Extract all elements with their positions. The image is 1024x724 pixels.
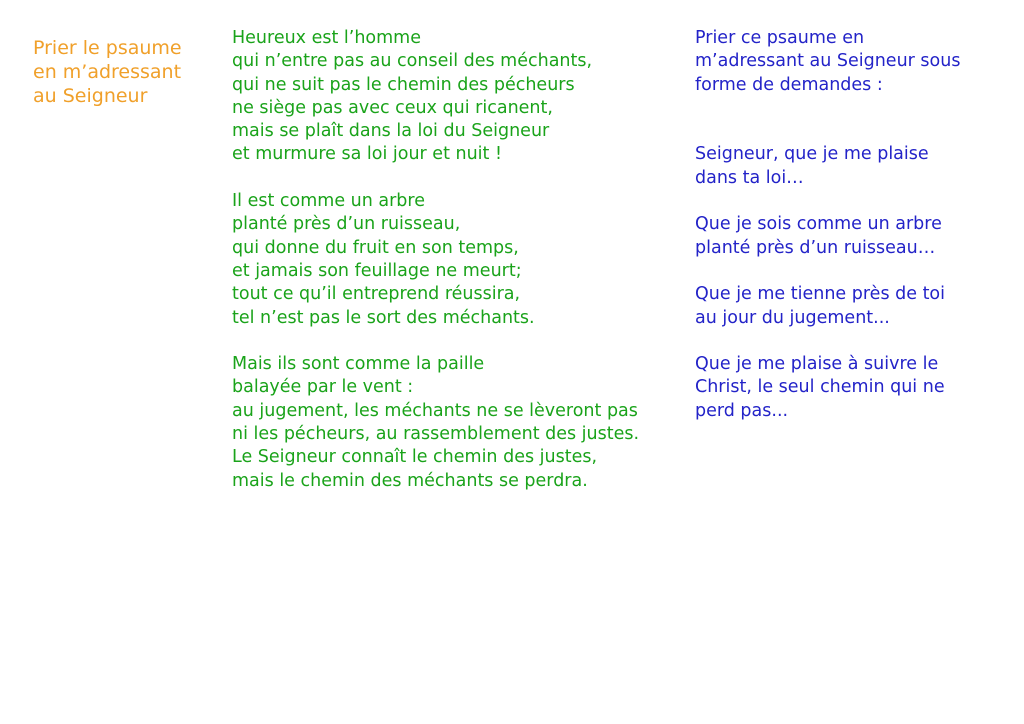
prayer-line: au jour du jugement... [695,307,890,328]
psalm-stanza-2 [232,190,639,330]
prayer-block-1 [695,143,960,190]
psalm-line: qui ne suit pas le chemin des pécheurs [232,74,575,95]
left-title [33,36,182,108]
prayer-line: Que je me tienne près de toi [695,284,945,305]
psalm-line: ne siège pas avec ceux qui ricanent, [232,97,553,118]
psalm-line: ni les pécheurs, au rassemblement des justes. [232,424,640,445]
psalm-line: mais se plaît dans la loi du Seigneur [232,121,550,142]
psalm-line: et murmure sa loi jour et nuit ! [232,144,502,165]
prayer-line: Seigneur, que je me plaise [695,144,929,165]
psalm-line: et jamais son feuillage ne meurt; [232,260,522,281]
prayer-line: perd pas... [695,400,789,421]
prayer-block-2 [695,213,960,260]
psalm-line: tel n’est pas le sort des méchants. [232,307,535,328]
psalm-line: au jugement, les méchants ne se lèveront pas [232,400,638,421]
prayer-intro-line: m’adressant au Seigneur sous [695,51,961,72]
prayer-block-3 [695,283,960,330]
prayer-intro-line: forme de demandes : [695,74,883,95]
prayer-intro-line: Prier ce psaume en [695,28,865,48]
prayer-line: Que je sois comme un arbre [695,214,942,235]
psalm-line: Mais ils sont comme la paille [232,354,485,375]
psalm-line: qui donne du fruit en son temps, [232,237,519,258]
prayer-block-4 [695,353,960,423]
prayer-column [695,27,960,446]
psalm-text [232,27,639,516]
psalm-stanza-3 [232,353,639,493]
psalm-line: balayée par le vent : [232,377,414,398]
psalm-line: tout ce qu’il entreprend réussira, [232,284,521,305]
left-title-line: Prier le psaume [33,37,182,59]
left-title-line: en m’adressant [33,61,182,83]
psalm-line: qui n’entre pas au conseil des méchants, [232,51,593,72]
prayer-line: Christ, le seul chemin qui ne [695,377,945,398]
psalm-line: planté près d’un ruisseau, [232,214,461,235]
psalm-stanza-1 [232,27,639,167]
prayer-line: Que je me plaise à suivre le [695,354,939,375]
prayer-intro [695,27,960,97]
psalm-line: mais le chemin des méchants se perdra. [232,470,588,491]
psalm-line: Heureux est l’homme [232,28,421,48]
left-title-line: au Seigneur [33,85,148,107]
prayer-line: dans ta loi… [695,167,804,188]
psalm-line: Il est comme un arbre [232,191,425,212]
psalm-line: Le Seigneur connaît le chemin des justes, [232,447,598,468]
prayer-line: planté près d’un ruisseau… [695,237,936,258]
